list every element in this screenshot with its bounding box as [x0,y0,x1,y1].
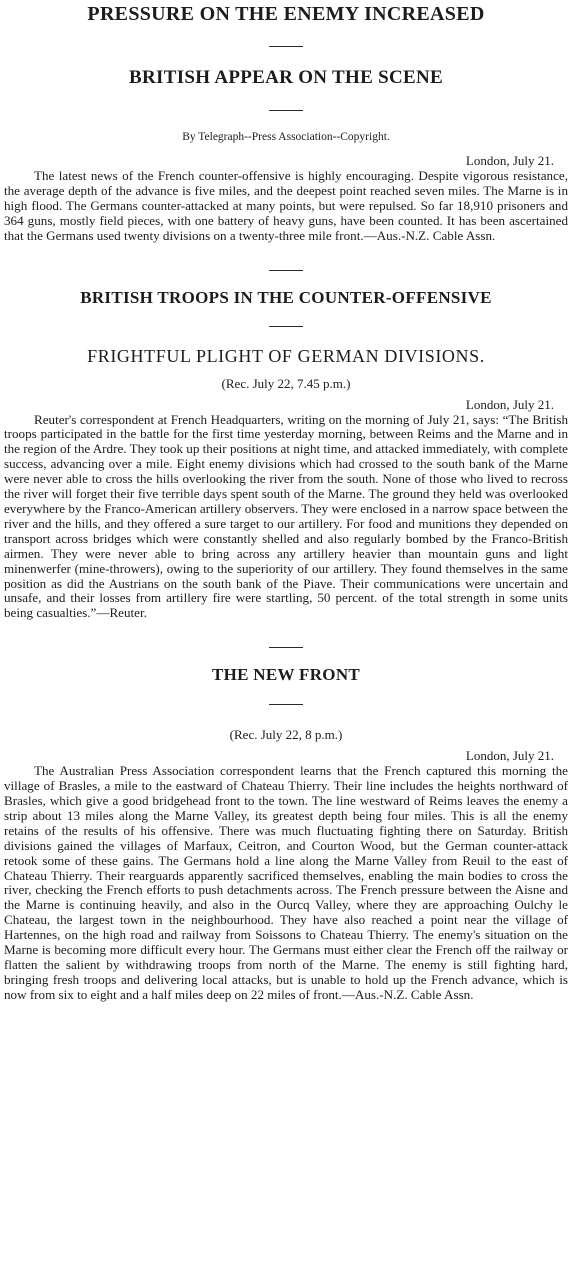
article-body: Reuter's correspondent at French Headquarters, writing on the morning of July 21, says: “The British troops participated in the battle for the first time yesterday morning, between Reims and the Marne and in the region of the Ardre. They took up their positions at night time, and attacked immediately, with complete success, advancing over a mile. Eight enemy divisions which had crossed to the south bank of the Marne were never able to cross the hills overlooking the river from the south. None of those who lived to recross the river will forget their five terrible days spent south of the Marne. The ground they held was overlooked everywhere by the Franco-American artillery observers. They were enclosed in a narrow space between the river and the hills, and they offered a sure target to our artillery. For food and munitions they depended on transport across bridges which were constantly shelled and also regularly bombed by the Franco-British airmen. They were never able to bring across any artillery heavier than mountain guns and light minenwerfer (mine-throwers), owing to the superiority of our artillery. They found themselves in the same position as did the Austrians on the south bank of the Piave. Their communications were uncertain and unsafe, and their losses from artillery fire were startling, 50 percent. of the total strength in some units being casualties.”—Reuter. [4,411,568,621]
received-time: (Rec. July 22, 8 p.m.) [229,727,343,743]
divider-rule [269,270,303,271]
received-time: (Rec. July 22, 7.45 p.m.) [221,375,351,391]
divider-rule [269,110,303,111]
wire-credit: By Telegraph--Press Association--Copyright. [182,131,390,143]
dateline: London, July 21. [465,748,554,764]
dateline: London, July 21. [465,153,554,168]
subheadline: BRITISH APPEAR ON THE SCENE [129,67,443,88]
divider-rule [269,647,303,648]
divider-rule [269,326,303,327]
article-body: The latest news of the French counter-offensive is highly encouraging. Despite vigorous resistance, the average depth of the advance is five miles, and the deepest point reached seven miles. The Marne is in high flood. The Germans counter-attacked at many points, but were repulsed. So far 18,910 prisoners and 364 guns, mostly field pieces, with one battery of heavy guns, have been counted. It has been ascertained that the Germans used twenty divisions on a twenty-three mile front.—Aus.-N.Z. Cable Assn. [4,168,568,243]
divider-rule [269,704,303,705]
article-body: The Australian Press Association correspondent learns that the French captured this morning the village of Brasles, a mile to the eastward of Chateau Thierry. Their line includes the heights northward of Brasles, which give a good bridgehead front to the town. The line westward of Reims leaves the enemy a strip about 13 miles along the Marne Valley, its greatest depth being four miles. This is all the enemy retains of the results of his offensive. There was much fluctuating fighting there on Saturday. British divisions gained the villages of Marfaux, Ceitron, and Courton Wood, but the German counter-attack retook some of these gains. The Germans hold a line along the Marne Valley from Reuil to the east of Chateau Thierry. Their rearguards apparently sacrificed themselves, enabling the main bodies to cross the river, checking the French efforts to push detachments across. The French pressure between the Aisne and the Marne is continuing heavily, and also in the Ourcq Valley, where they are approaching Oulchy le Chateau, the largest town in the neighbourhood. They have also reached a point near the village of Hartennes, on the high road and railway from Soissons to Chateau Thierry. The enemy's situation on the Marne is becoming more difficult every hour. The Germans must either clear the French off the railway or flatten the salient by withdrawing troops from north of the Marne. The enemy is still fighting hard, bringing fresh troops and delivering local attacks, but is unable to hold up the French advance, which is now from six to eight and a half miles deep on 22 miles of front.—Aus.-N.Z. Cable Assn. [4,763,568,1002]
headline: PRESSURE ON THE ENEMY INCREASED [87,3,485,25]
dateline: London, July 21. [465,396,554,412]
divider-rule [269,46,303,47]
section-subheading: FRIGHTFUL PLIGHT OF GERMAN DIVISIONS. [87,345,485,366]
section-heading: THE NEW FRONT [211,665,361,685]
section-heading: BRITISH TROOPS IN THE COUNTER-OFFENSIVE [80,287,492,307]
